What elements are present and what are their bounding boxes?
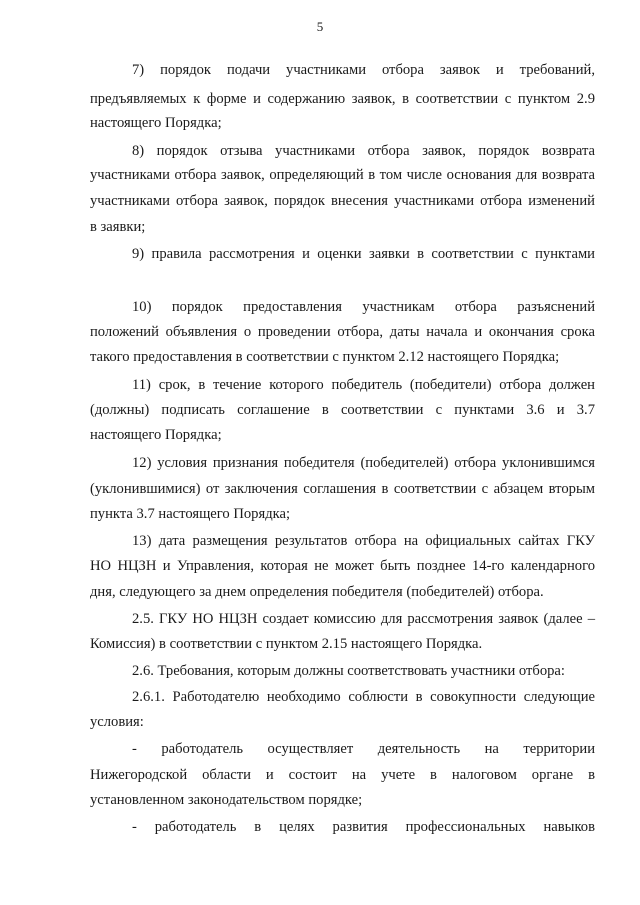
text-line: 2.5. ГКУ НО НЦЗН создает комиссию для рассмотрения заявок (далее – xyxy=(132,611,595,627)
text-line: (должны) подписать соглашение в соответствии с пунктами 3.6 и 3.7 xyxy=(90,402,595,418)
text-line: такого предоставления в соответствии с пунктом 2.12 настоящего Порядка; xyxy=(90,349,560,365)
text-line: 11) срок, в течение которого победитель (победители) отбора должен xyxy=(132,377,595,393)
text-line: в заявки; xyxy=(90,219,146,235)
text-line: настоящего Порядка; xyxy=(90,115,222,131)
text-line: Комиссия) в соответствии с пунктом 2.15 настоящего Порядка. xyxy=(90,636,483,652)
text-line: 13) дата размещения результатов отбора на официальных сайтах ГКУ xyxy=(132,533,595,549)
text-line: участниками отбора заявок, определяющий в том числе основания для возврата xyxy=(90,167,595,183)
text-line: 9) правила рассмотрения и оценки заявки в соответствии с пунктами xyxy=(132,246,595,262)
text-line: - работодатель в целях развития профессиональных навыков xyxy=(132,819,595,835)
text-line: 10) порядок предоставления участникам отбора разъяснений xyxy=(132,299,595,315)
text-line: условия: xyxy=(90,714,144,730)
text-line: 2.6. Требования, которым должны соответствовать участники отбора: xyxy=(132,663,565,679)
text-line: Нижегородской области и состоит на учете в налоговом органе в xyxy=(90,767,595,783)
text-line: пункта 3.7 настоящего Порядка; xyxy=(90,506,291,522)
text-line: дня, следующего за днем определения победителя (победителей) отбора. xyxy=(90,584,544,600)
text-line: участниками отбора заявок, порядок внесения участниками отбора изменений xyxy=(90,193,595,209)
text-line: - работодатель осуществляет деятельность на территории xyxy=(132,741,595,757)
page-number: 5 xyxy=(316,19,324,34)
text-line: (уклонившимися) от заключения соглашения в соответствии с абзацем вторым xyxy=(90,481,595,497)
text-line: 12) условия признания победителя (победителей) отбора уклонившимся xyxy=(132,455,595,471)
text-line: положений объявления о проведении отбора, даты начала и окончания срока xyxy=(90,324,595,340)
text-line: 2.6.1. Работодателю необходимо соблюсти в совокупности следующие xyxy=(132,689,595,705)
text-line: 8) порядок отзыва участниками отбора заявок, порядок возврата xyxy=(132,143,595,159)
text-line: установленном законодательством порядке; xyxy=(90,792,363,808)
text-line: предъявляемых к форме и содержанию заявок, в соответствии с пунктом 2.9 xyxy=(90,91,595,107)
text-line: настоящего Порядка; xyxy=(90,427,222,443)
text-line: 7) порядок подачи участниками отбора заявок и требований, xyxy=(132,62,595,78)
text-line: НО НЦЗН и Управления, которая не может быть позднее 14-го календарного xyxy=(90,558,595,574)
